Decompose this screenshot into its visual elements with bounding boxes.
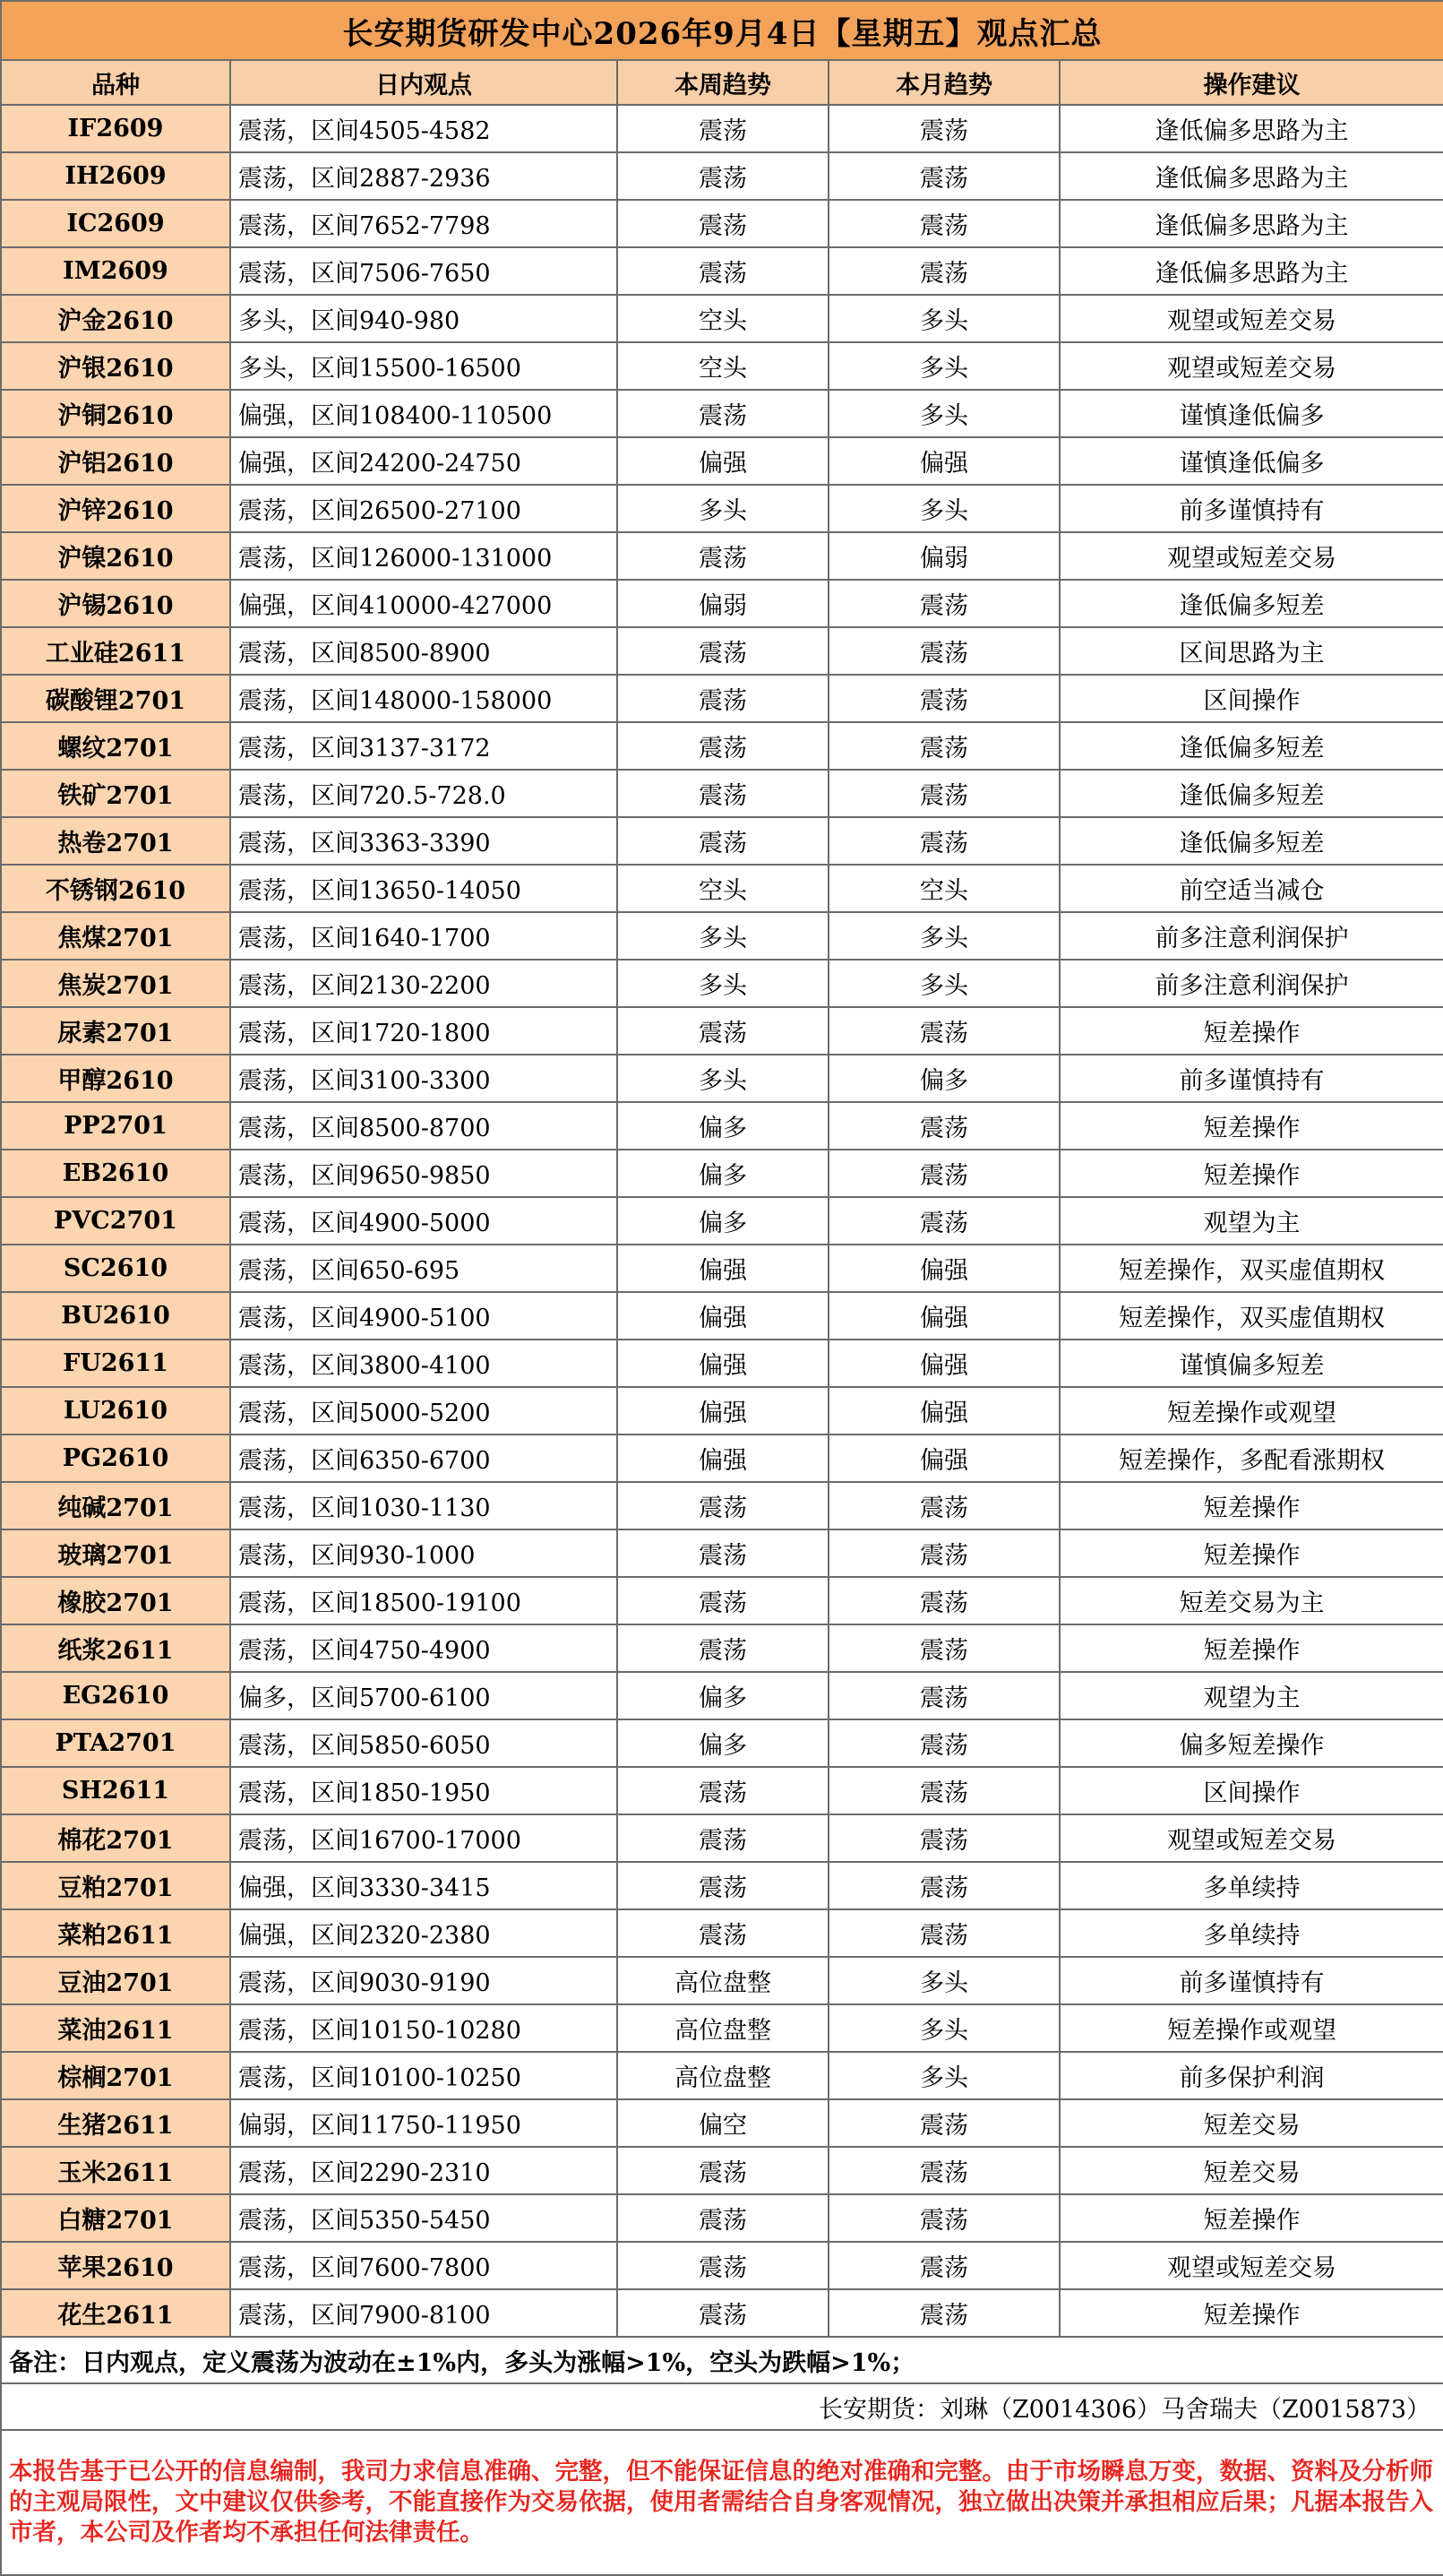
variety-cell: 沪锡2610: [1, 580, 230, 627]
monthly-trend-cell: 震荡: [829, 2289, 1060, 2337]
monthly-trend-cell: 震荡: [829, 770, 1060, 817]
monthly-trend-cell: 多头: [829, 342, 1060, 390]
suggestion-cell: 逢低偏多短差: [1060, 770, 1443, 817]
monthly-trend-cell: 震荡: [829, 1719, 1060, 1767]
variety-cell: 菜油2611: [1, 2004, 230, 2052]
suggestion-cell: 短差操作，双买虚值期权: [1060, 1292, 1443, 1340]
intraday-view-cell: 震荡，区间1720-1800: [230, 1007, 617, 1055]
weekly-trend-cell: 偏强: [617, 1245, 829, 1292]
header-monthly-trend: 本月趋势: [829, 60, 1060, 105]
weekly-trend-cell: 震荡: [617, 1624, 829, 1672]
variety-cell: 豆粕2701: [1, 1862, 230, 1909]
weekly-trend-cell: 震荡: [617, 770, 829, 817]
intraday-view-cell: 震荡，区间5850-6050: [230, 1719, 617, 1767]
suggestion-cell: 前多谨慎持有: [1060, 1055, 1443, 1102]
suggestion-cell: 短差操作: [1060, 1007, 1443, 1055]
monthly-trend-cell: 震荡: [829, 1197, 1060, 1245]
table-row: [1, 1957, 1443, 2004]
suggestion-cell: 短差交易: [1060, 2147, 1443, 2194]
intraday-view-cell: 震荡，区间1030-1130: [230, 1482, 617, 1529]
weekly-trend-cell: 震荡: [617, 675, 829, 722]
monthly-trend-cell: 偏多: [829, 1055, 1060, 1102]
variety-cell: 沪金2610: [1, 295, 230, 342]
suggestion-cell: 逢低偏多思路为主: [1060, 200, 1443, 247]
variety-cell: 沪银2610: [1, 342, 230, 390]
intraday-view-cell: 偏强，区间108400-110500: [230, 390, 617, 437]
suggestion-cell: 观望为主: [1060, 1672, 1443, 1719]
weekly-trend-cell: 震荡: [617, 247, 829, 295]
weekly-trend-cell: 偏强: [617, 1387, 829, 1434]
weekly-trend-cell: 偏多: [617, 1102, 829, 1150]
monthly-trend-cell: 偏强: [829, 1434, 1060, 1482]
monthly-trend-cell: 震荡: [829, 1482, 1060, 1529]
variety-cell: EB2610: [1, 1150, 230, 1197]
table-row: [1, 105, 1443, 152]
table-row: [1, 2242, 1443, 2289]
suggestion-cell: 短差操作: [1060, 1482, 1443, 1529]
weekly-trend-cell: 震荡: [617, 817, 829, 865]
monthly-trend-cell: 震荡: [829, 152, 1060, 200]
suggestion-cell: 短差操作，多配看涨期权: [1060, 1434, 1443, 1482]
intraday-view-cell: 震荡，区间10150-10280: [230, 2004, 617, 2052]
weekly-trend-cell: 空头: [617, 865, 829, 912]
intraday-view-cell: 震荡，区间9030-9190: [230, 1957, 617, 2004]
suggestion-cell: 区间操作: [1060, 675, 1443, 722]
table-row: [1, 2147, 1443, 2194]
monthly-trend-cell: 震荡: [829, 675, 1060, 722]
monthly-trend-cell: 震荡: [829, 1862, 1060, 1909]
weekly-trend-cell: 偏强: [617, 1340, 829, 1387]
variety-cell: 纸浆2611: [1, 1624, 230, 1672]
variety-cell: 苹果2610: [1, 2242, 230, 2289]
weekly-trend-cell: 震荡: [617, 2194, 829, 2242]
intraday-view-cell: 震荡，区间6350-6700: [230, 1434, 617, 1482]
table-row: [1, 1624, 1443, 1672]
suggestion-cell: 短差操作或观望: [1060, 1387, 1443, 1434]
table-row: [1, 675, 1443, 722]
author-line-row: [1, 2383, 1443, 2430]
monthly-trend-cell: 震荡: [829, 580, 1060, 627]
intraday-view-cell: 震荡，区间3100-3300: [230, 1055, 617, 1102]
variety-cell: IM2609: [1, 247, 230, 295]
table-row: [1, 485, 1443, 532]
variety-cell: 螺纹2701: [1, 722, 230, 770]
variety-cell: 不锈钢2610: [1, 865, 230, 912]
disclaimer-row: [1, 2430, 1443, 2575]
suggestion-cell: 逢低偏多短差: [1060, 817, 1443, 865]
monthly-trend-cell: 多头: [829, 2004, 1060, 2052]
table-row: [1, 1102, 1443, 1150]
header-variety: 品种: [1, 60, 230, 105]
intraday-view-cell: 震荡，区间18500-19100: [230, 1577, 617, 1624]
weekly-trend-cell: 高位盘整: [617, 2052, 829, 2099]
table-row: [1, 770, 1443, 817]
intraday-view-cell: 震荡，区间7506-7650: [230, 247, 617, 295]
intraday-view-cell: 震荡，区间4750-4900: [230, 1624, 617, 1672]
weekly-trend-cell: 空头: [617, 295, 829, 342]
table-row: [1, 1767, 1443, 1814]
monthly-trend-cell: 震荡: [829, 105, 1060, 152]
weekly-trend-cell: 震荡: [617, 1814, 829, 1862]
intraday-view-cell: 震荡，区间5000-5200: [230, 1387, 617, 1434]
table-row: [1, 1197, 1443, 1245]
table-row: [1, 1814, 1443, 1862]
monthly-trend-cell: 震荡: [829, 1529, 1060, 1577]
monthly-trend-cell: 震荡: [829, 2242, 1060, 2289]
suggestion-cell: 观望或短差交易: [1060, 532, 1443, 580]
header-row: [1, 60, 1443, 105]
weekly-trend-cell: 偏强: [617, 1434, 829, 1482]
footnote: 备注：日内观点，定义震荡为波动在±1%内，多头为涨幅>1%，空头为跌幅>1%；: [1, 2337, 1443, 2383]
monthly-trend-cell: 震荡: [829, 2147, 1060, 2194]
intraday-view-cell: 震荡，区间2290-2310: [230, 2147, 617, 2194]
weekly-trend-cell: 高位盘整: [617, 2004, 829, 2052]
monthly-trend-cell: 震荡: [829, 1814, 1060, 1862]
weekly-trend-cell: 震荡: [617, 1862, 829, 1909]
intraday-view-cell: 多头，区间940-980: [230, 295, 617, 342]
weekly-trend-cell: 震荡: [617, 200, 829, 247]
suggestion-cell: 短差交易: [1060, 2099, 1443, 2147]
monthly-trend-cell: 震荡: [829, 1577, 1060, 1624]
suggestion-cell: 前多谨慎持有: [1060, 1957, 1443, 2004]
table-row: [1, 1719, 1443, 1767]
header-weekly-trend: 本周趋势: [617, 60, 829, 105]
suggestion-cell: 前空适当减仓: [1060, 865, 1443, 912]
variety-cell: FU2611: [1, 1340, 230, 1387]
intraday-view-cell: 震荡，区间1850-1950: [230, 1767, 617, 1814]
weekly-trend-cell: 震荡: [617, 1529, 829, 1577]
intraday-view-cell: 偏多，区间5700-6100: [230, 1672, 617, 1719]
table-row: [1, 1055, 1443, 1102]
table-row: [1, 2004, 1443, 2052]
table-row: [1, 152, 1443, 200]
intraday-view-cell: 多头，区间15500-16500: [230, 342, 617, 390]
weekly-trend-cell: 高位盘整: [617, 1957, 829, 2004]
variety-cell: 生猪2611: [1, 2099, 230, 2147]
intraday-view-cell: 震荡，区间4900-5100: [230, 1292, 617, 1340]
suggestion-cell: 谨慎逢低偏多: [1060, 437, 1443, 485]
table-row: [1, 1292, 1443, 1340]
variety-cell: 尿素2701: [1, 1007, 230, 1055]
weekly-trend-cell: 多头: [617, 485, 829, 532]
monthly-trend-cell: 震荡: [829, 247, 1060, 295]
variety-cell: BU2610: [1, 1292, 230, 1340]
weekly-trend-cell: 偏多: [617, 1672, 829, 1719]
table-row: [1, 1007, 1443, 1055]
table-row: [1, 817, 1443, 865]
monthly-trend-cell: 多头: [829, 912, 1060, 960]
table-row: [1, 1340, 1443, 1387]
weekly-trend-cell: 震荡: [617, 1767, 829, 1814]
suggestion-cell: 逢低偏多短差: [1060, 580, 1443, 627]
monthly-trend-cell: 多头: [829, 390, 1060, 437]
weekly-trend-cell: 震荡: [617, 105, 829, 152]
table-row: [1, 1482, 1443, 1529]
monthly-trend-cell: 多头: [829, 1957, 1060, 2004]
table-row: [1, 865, 1443, 912]
report-title: 长安期货研发中心2026年9月4日【星期五】观点汇总: [1, 1, 1443, 60]
suggestion-cell: 多单续持: [1060, 1862, 1443, 1909]
variety-cell: LU2610: [1, 1387, 230, 1434]
monthly-trend-cell: 震荡: [829, 200, 1060, 247]
weekly-trend-cell: 震荡: [617, 627, 829, 675]
suggestion-cell: 观望或短差交易: [1060, 2242, 1443, 2289]
variety-cell: IF2609: [1, 105, 230, 152]
monthly-trend-cell: 震荡: [829, 1150, 1060, 1197]
weekly-trend-cell: 震荡: [617, 1577, 829, 1624]
suggestion-cell: 谨慎逢低偏多: [1060, 390, 1443, 437]
variety-cell: EG2610: [1, 1672, 230, 1719]
footnote-row: [1, 2337, 1443, 2383]
suggestion-cell: 前多保护利润: [1060, 2052, 1443, 2099]
table-row: [1, 1150, 1443, 1197]
weekly-trend-cell: 空头: [617, 342, 829, 390]
variety-cell: 玉米2611: [1, 2147, 230, 2194]
table-row: [1, 1245, 1443, 1292]
table-row: [1, 580, 1443, 627]
variety-cell: 玻璃2701: [1, 1529, 230, 1577]
weekly-trend-cell: 震荡: [617, 2289, 829, 2337]
intraday-view-cell: 震荡，区间3800-4100: [230, 1340, 617, 1387]
monthly-trend-cell: 多头: [829, 2052, 1060, 2099]
intraday-view-cell: 震荡，区间1640-1700: [230, 912, 617, 960]
variety-cell: 纯碱2701: [1, 1482, 230, 1529]
suggestion-cell: 区间思路为主: [1060, 627, 1443, 675]
weekly-trend-cell: 偏多: [617, 1719, 829, 1767]
variety-cell: 沪镍2610: [1, 532, 230, 580]
intraday-view-cell: 震荡，区间650-695: [230, 1245, 617, 1292]
monthly-trend-cell: 多头: [829, 960, 1060, 1007]
intraday-view-cell: 震荡，区间126000-131000: [230, 532, 617, 580]
weekly-trend-cell: 多头: [617, 912, 829, 960]
monthly-trend-cell: 震荡: [829, 1007, 1060, 1055]
variety-cell: 热卷2701: [1, 817, 230, 865]
intraday-view-cell: 震荡，区间7652-7798: [230, 200, 617, 247]
suggestion-cell: 前多谨慎持有: [1060, 485, 1443, 532]
variety-cell: SH2611: [1, 1767, 230, 1814]
table-row: [1, 627, 1443, 675]
suggestion-cell: 观望或短差交易: [1060, 342, 1443, 390]
monthly-trend-cell: 震荡: [829, 1102, 1060, 1150]
weekly-trend-cell: 震荡: [617, 722, 829, 770]
suggestion-cell: 短差操作，双买虚值期权: [1060, 1245, 1443, 1292]
monthly-trend-cell: 偏强: [829, 1387, 1060, 1434]
intraday-view-cell: 震荡，区间8500-8900: [230, 627, 617, 675]
variety-cell: 沪铝2610: [1, 437, 230, 485]
table-row: [1, 722, 1443, 770]
weekly-trend-cell: 偏弱: [617, 580, 829, 627]
suggestion-cell: 前多注意利润保护: [1060, 912, 1443, 960]
variety-cell: 橡胶2701: [1, 1577, 230, 1624]
table-row: [1, 437, 1443, 485]
intraday-view-cell: 偏强，区间24200-24750: [230, 437, 617, 485]
weekly-trend-cell: 震荡: [617, 2147, 829, 2194]
intraday-view-cell: 震荡，区间9650-9850: [230, 1150, 617, 1197]
suggestion-cell: 区间操作: [1060, 1767, 1443, 1814]
table-row: [1, 1434, 1443, 1482]
suggestion-cell: 观望为主: [1060, 1197, 1443, 1245]
variety-cell: 沪铜2610: [1, 390, 230, 437]
weekly-trend-cell: 多头: [617, 1055, 829, 1102]
monthly-trend-cell: 震荡: [829, 817, 1060, 865]
monthly-trend-cell: 空头: [829, 865, 1060, 912]
intraday-view-cell: 震荡，区间3363-3390: [230, 817, 617, 865]
variety-cell: 铁矿2701: [1, 770, 230, 817]
variety-cell: IC2609: [1, 200, 230, 247]
variety-cell: PP2701: [1, 1102, 230, 1150]
author-line: 长安期货：刘琳（Z0014306）马舍瑞夫（Z0015873）: [1, 2383, 1443, 2430]
suggestion-cell: 短差操作: [1060, 2194, 1443, 2242]
intraday-view-cell: 震荡，区间720.5-728.0: [230, 770, 617, 817]
monthly-trend-cell: 震荡: [829, 1909, 1060, 1957]
monthly-trend-cell: 偏强: [829, 1292, 1060, 1340]
variety-cell: IH2609: [1, 152, 230, 200]
table-row: [1, 247, 1443, 295]
weekly-trend-cell: 偏强: [617, 1292, 829, 1340]
intraday-view-cell: 偏强，区间3330-3415: [230, 1862, 617, 1909]
intraday-view-cell: 震荡，区间148000-158000: [230, 675, 617, 722]
intraday-view-cell: 震荡，区间5350-5450: [230, 2194, 617, 2242]
intraday-view-cell: 震荡，区间13650-14050: [230, 865, 617, 912]
monthly-trend-cell: 多头: [829, 295, 1060, 342]
variety-cell: 沪锌2610: [1, 485, 230, 532]
suggestion-cell: 短差操作: [1060, 1624, 1443, 1672]
intraday-view-cell: 震荡，区间2130-2200: [230, 960, 617, 1007]
variety-cell: 工业硅2611: [1, 627, 230, 675]
weekly-trend-cell: 震荡: [617, 1007, 829, 1055]
intraday-view-cell: 偏强，区间2320-2380: [230, 1909, 617, 1957]
table-row: [1, 1387, 1443, 1434]
variety-cell: 甲醇2610: [1, 1055, 230, 1102]
variety-cell: 豆油2701: [1, 1957, 230, 2004]
monthly-trend-cell: 偏强: [829, 1245, 1060, 1292]
suggestion-cell: 逢低偏多思路为主: [1060, 152, 1443, 200]
suggestion-cell: 观望或短差交易: [1060, 295, 1443, 342]
suggestion-cell: 逢低偏多思路为主: [1060, 105, 1443, 152]
weekly-trend-cell: 偏空: [617, 2099, 829, 2147]
table-body: [1, 1, 1443, 2575]
variety-cell: PTA2701: [1, 1719, 230, 1767]
monthly-trend-cell: 偏强: [829, 437, 1060, 485]
variety-cell: SC2610: [1, 1245, 230, 1292]
variety-cell: 棕榈2701: [1, 2052, 230, 2099]
intraday-view-cell: 震荡，区间7900-8100: [230, 2289, 617, 2337]
monthly-trend-cell: 震荡: [829, 1624, 1060, 1672]
suggestion-cell: 偏多短差操作: [1060, 1719, 1443, 1767]
title-row: [1, 1, 1443, 60]
variety-cell: 白糖2701: [1, 2194, 230, 2242]
weekly-trend-cell: 震荡: [617, 1482, 829, 1529]
disclaimer: 本报告基于已公开的信息编制，我司力求信息准确、完整，但不能保证信息的绝对准确和完整。由于市场瞬息万变，数据、资料及分析师的主观局限性，文中建议仅供参考，不能直接作为交易依据，使用者需结合自身客观情况，独立做出决策并承担相应后果；凡据本报告入市者，本公司及作者均不承担任何法律责任。: [1, 2430, 1443, 2575]
suggestion-cell: 谨慎偏多短差: [1060, 1340, 1443, 1387]
intraday-view-cell: 震荡，区间16700-17000: [230, 1814, 617, 1862]
monthly-trend-cell: 震荡: [829, 627, 1060, 675]
table-row: [1, 912, 1443, 960]
monthly-trend-cell: 偏弱: [829, 532, 1060, 580]
intraday-view-cell: 震荡，区间4505-4582: [230, 105, 617, 152]
weekly-trend-cell: 震荡: [617, 532, 829, 580]
table-row: [1, 1577, 1443, 1624]
table-row: [1, 200, 1443, 247]
weekly-trend-cell: 震荡: [617, 152, 829, 200]
table-row: [1, 960, 1443, 1007]
intraday-view-cell: 震荡，区间930-1000: [230, 1529, 617, 1577]
intraday-view-cell: 震荡，区间8500-8700: [230, 1102, 617, 1150]
table-row: [1, 342, 1443, 390]
intraday-view-cell: 震荡，区间26500-27100: [230, 485, 617, 532]
table-row: [1, 1529, 1443, 1577]
variety-cell: 棉花2701: [1, 1814, 230, 1862]
table-row: [1, 2052, 1443, 2099]
table-row: [1, 1862, 1443, 1909]
suggestion-cell: 短差操作: [1060, 2289, 1443, 2337]
table-row: [1, 2194, 1443, 2242]
monthly-trend-cell: 偏强: [829, 1340, 1060, 1387]
table-row: [1, 295, 1443, 342]
table-row: [1, 1909, 1443, 1957]
weekly-trend-cell: 震荡: [617, 390, 829, 437]
suggestion-cell: 观望或短差交易: [1060, 1814, 1443, 1862]
table-row: [1, 390, 1443, 437]
monthly-trend-cell: 震荡: [829, 2099, 1060, 2147]
variety-cell: 焦煤2701: [1, 912, 230, 960]
suggestion-cell: 短差操作: [1060, 1529, 1443, 1577]
weekly-trend-cell: 多头: [617, 960, 829, 1007]
table-row: [1, 2099, 1443, 2147]
monthly-trend-cell: 震荡: [829, 1672, 1060, 1719]
weekly-trend-cell: 偏多: [617, 1197, 829, 1245]
header-intraday-view: 日内观点: [230, 60, 617, 105]
variety-cell: PVC2701: [1, 1197, 230, 1245]
variety-cell: 花生2611: [1, 2289, 230, 2337]
table-row: [1, 1672, 1443, 1719]
intraday-view-cell: 震荡，区间3137-3172: [230, 722, 617, 770]
table-row: [1, 2289, 1443, 2337]
suggestion-cell: 逢低偏多思路为主: [1060, 247, 1443, 295]
variety-cell: 焦炭2701: [1, 960, 230, 1007]
intraday-view-cell: 震荡，区间2887-2936: [230, 152, 617, 200]
suggestion-cell: 前多注意利润保护: [1060, 960, 1443, 1007]
intraday-view-cell: 震荡，区间7600-7800: [230, 2242, 617, 2289]
suggestion-cell: 逢低偏多短差: [1060, 722, 1443, 770]
weekly-trend-cell: 偏强: [617, 437, 829, 485]
intraday-view-cell: 偏弱，区间11750-11950: [230, 2099, 617, 2147]
variety-cell: 菜粕2611: [1, 1909, 230, 1957]
weekly-trend-cell: 震荡: [617, 2242, 829, 2289]
intraday-view-cell: 偏强，区间410000-427000: [230, 580, 617, 627]
suggestion-cell: 短差操作: [1060, 1150, 1443, 1197]
variety-cell: PG2610: [1, 1434, 230, 1482]
weekly-trend-cell: 偏多: [617, 1150, 829, 1197]
suggestion-cell: 短差操作: [1060, 1102, 1443, 1150]
weekly-trend-cell: 震荡: [617, 1909, 829, 1957]
suggestion-cell: 短差操作或观望: [1060, 2004, 1443, 2052]
monthly-trend-cell: 震荡: [829, 2194, 1060, 2242]
monthly-trend-cell: 震荡: [829, 1767, 1060, 1814]
intraday-view-cell: 震荡，区间4900-5000: [230, 1197, 617, 1245]
header-suggestion: 操作建议: [1060, 60, 1443, 105]
suggestion-cell: 多单续持: [1060, 1909, 1443, 1957]
table-row: [1, 532, 1443, 580]
monthly-trend-cell: 多头: [829, 485, 1060, 532]
intraday-view-cell: 震荡，区间10100-10250: [230, 2052, 617, 2099]
variety-cell: 碳酸锂2701: [1, 675, 230, 722]
suggestion-cell: 短差交易为主: [1060, 1577, 1443, 1624]
monthly-trend-cell: 震荡: [829, 722, 1060, 770]
